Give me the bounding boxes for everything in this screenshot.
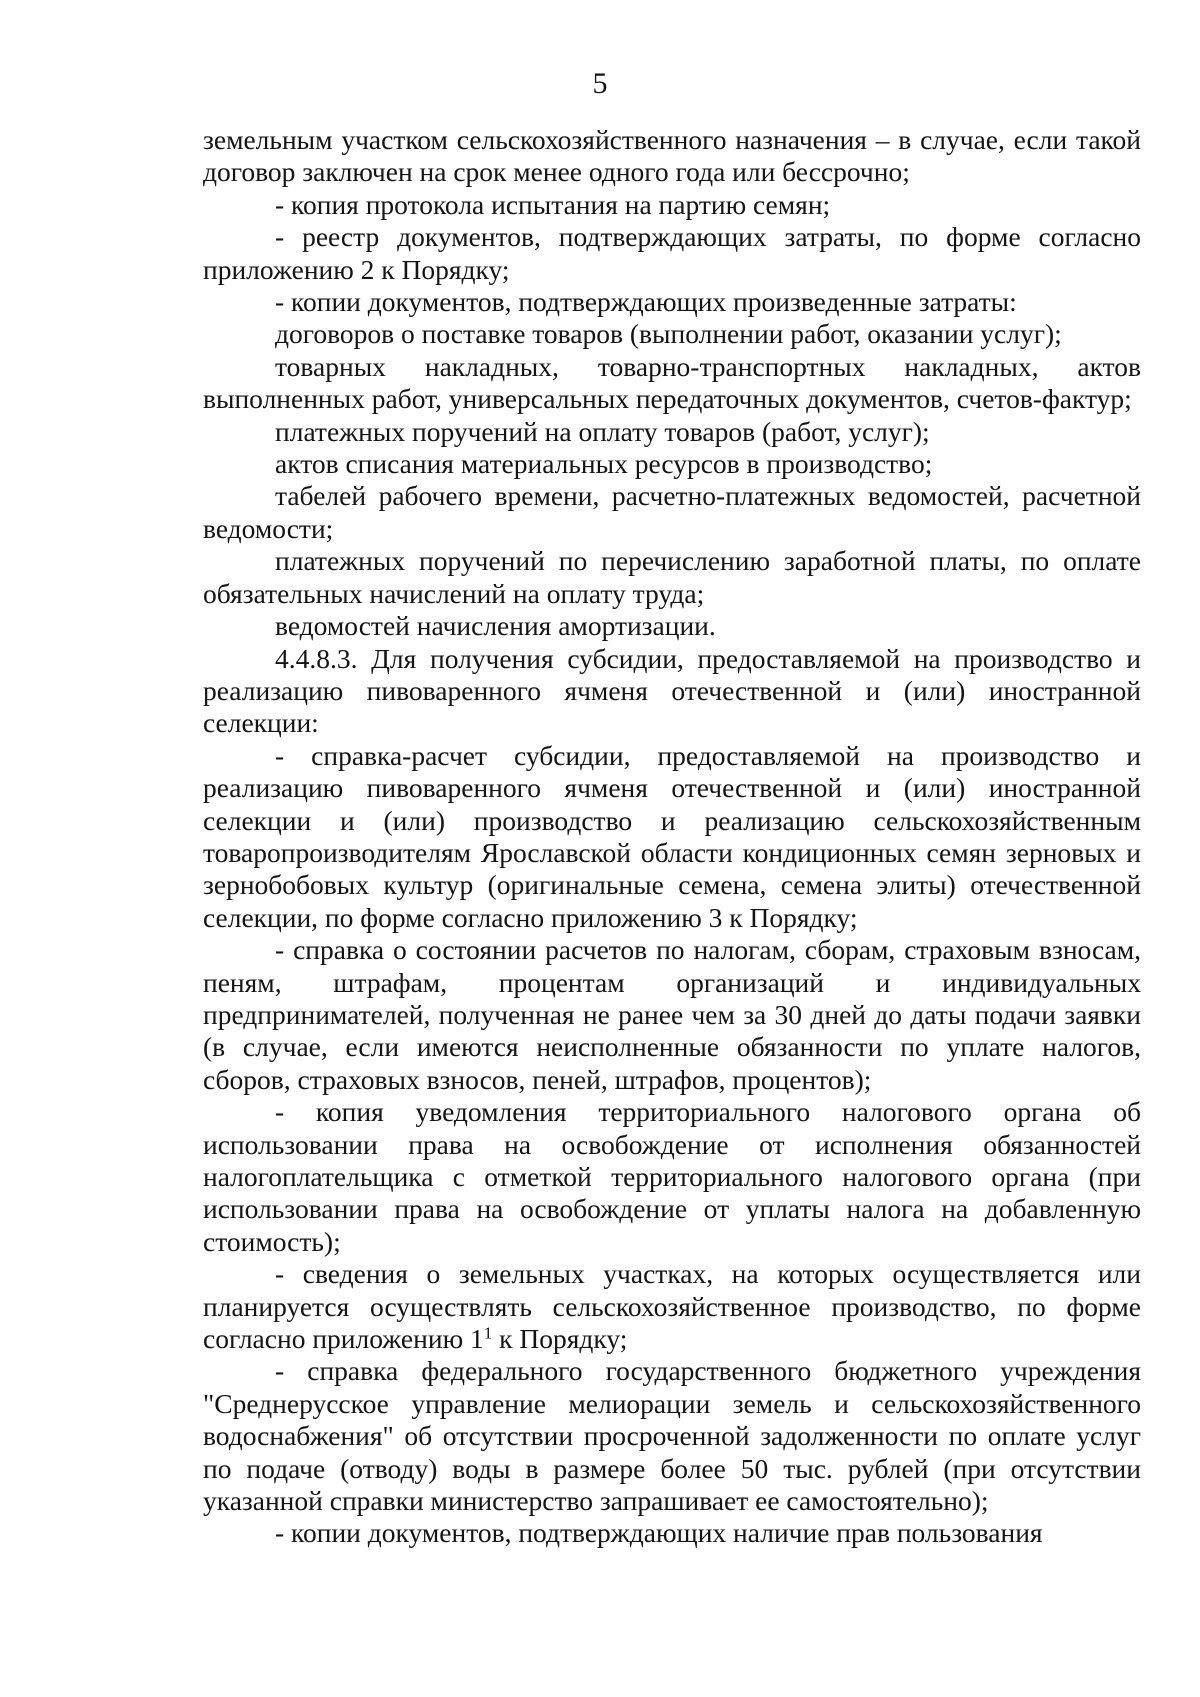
paragraph: платежных поручений по перечислению заработной платы, по оплате обязательных начислений на оплату труда; [203,545,1141,609]
paragraph: товарных накладных, товарно-транспортных накладных, актов выполненных работ, универсальных передаточных документов, счетов-фактур; [203,350,1141,415]
superscript: 1 [483,1323,493,1343]
paragraph-text: к Порядку; [492,1323,628,1355]
paragraph: - копии документов, подтверждающих наличие прав пользования [275,1517,1043,1549]
paragraph: - справка федерального государственного бюджетного учреждения "Среднерусское управление мелиорации земель и сельскохозяйственного водоснабжения" об отсутствии просроченной задолженности по оплате услуг по подаче (отводу) воды в размере более 50 тыс. рублей (при отсутствии указанной справки министерство запрашивает ее самостоятельно); [203,1355,1141,1517]
paragraph: - реестр документов, подтверждающих затраты, по форме согласно приложению 2 к Порядку; [203,221,1141,285]
paragraph: актов списания материальных ресурсов в производство; [275,448,933,480]
paragraph: - справка о состоянии расчетов по налогам, сборам, страховым взносам, пеням, штрафам, процентам организаций и индивидуальных предпринимателей, полученная не ранее чем за 30 дней до даты подачи заявки (в случае, если имеются неисполненные обязанности по уплате налогов, сборов, страховых взносов, пеней, штрафов, процентов); [203,934,1141,1095]
paragraph: платежных поручений на оплату товаров (работ, услуг); [275,415,930,447]
paragraph-text: - сведения о земельных участках, на которых осуществляется или планируется осуществлять сельскохозяйственное производство, по форме согласно приложению 1 [203,1258,1141,1355]
paragraph: - копия уведомления территориального налогового органа об использовании права на освобождение от исполнения обязанностей налогоплательщика с отметкой территориального налогового органа (при использовании права на освобождение от уплаты налога на добавленную стоимость); [203,1096,1141,1257]
paragraph: ведомостей начисления амортизации. [275,610,716,642]
paragraph: - справка-расчет субсидии, предоставляемой на производство и реализацию пивоваренного ячменя отечественной и (или) иностранной селекции и (или) производство и реализацию сельскохозяйственным товаропроизводителям Ярославской области кондиционных семян зерновых и зернобобовых культур (оригинальные семена, семена элиты) отечественной селекции, по форме согласно приложению 3 к Порядку; [203,739,1141,933]
document-body [203,124,1141,1550]
page-number: 5 [592,67,608,100]
paragraph: земельным участком сельскохозяйственного назначения – в случае, если такой договор заключен на срок менее одного года или бессрочно; [203,124,1141,188]
paragraph: табелей рабочего времени, расчетно-платежных ведомостей, расчетной ведомости; [203,480,1141,544]
paragraph: - копия протокола испытания на партию семян; [275,188,831,220]
paragraph: договоров о поставке товаров (выполнении работ, оказании услуг); [275,318,1062,350]
paragraph: - копии документов, подтверждающих произведенные затраты: [275,286,1017,318]
section-paragraph-4-4-8-3: 4.4.8.3. Для получения субсидии, предоставляемой на производство и реализацию пивоваренного ячменя отечественной и (или) иностранной селекции: [203,642,1141,739]
paragraph [203,1258,1141,1355]
